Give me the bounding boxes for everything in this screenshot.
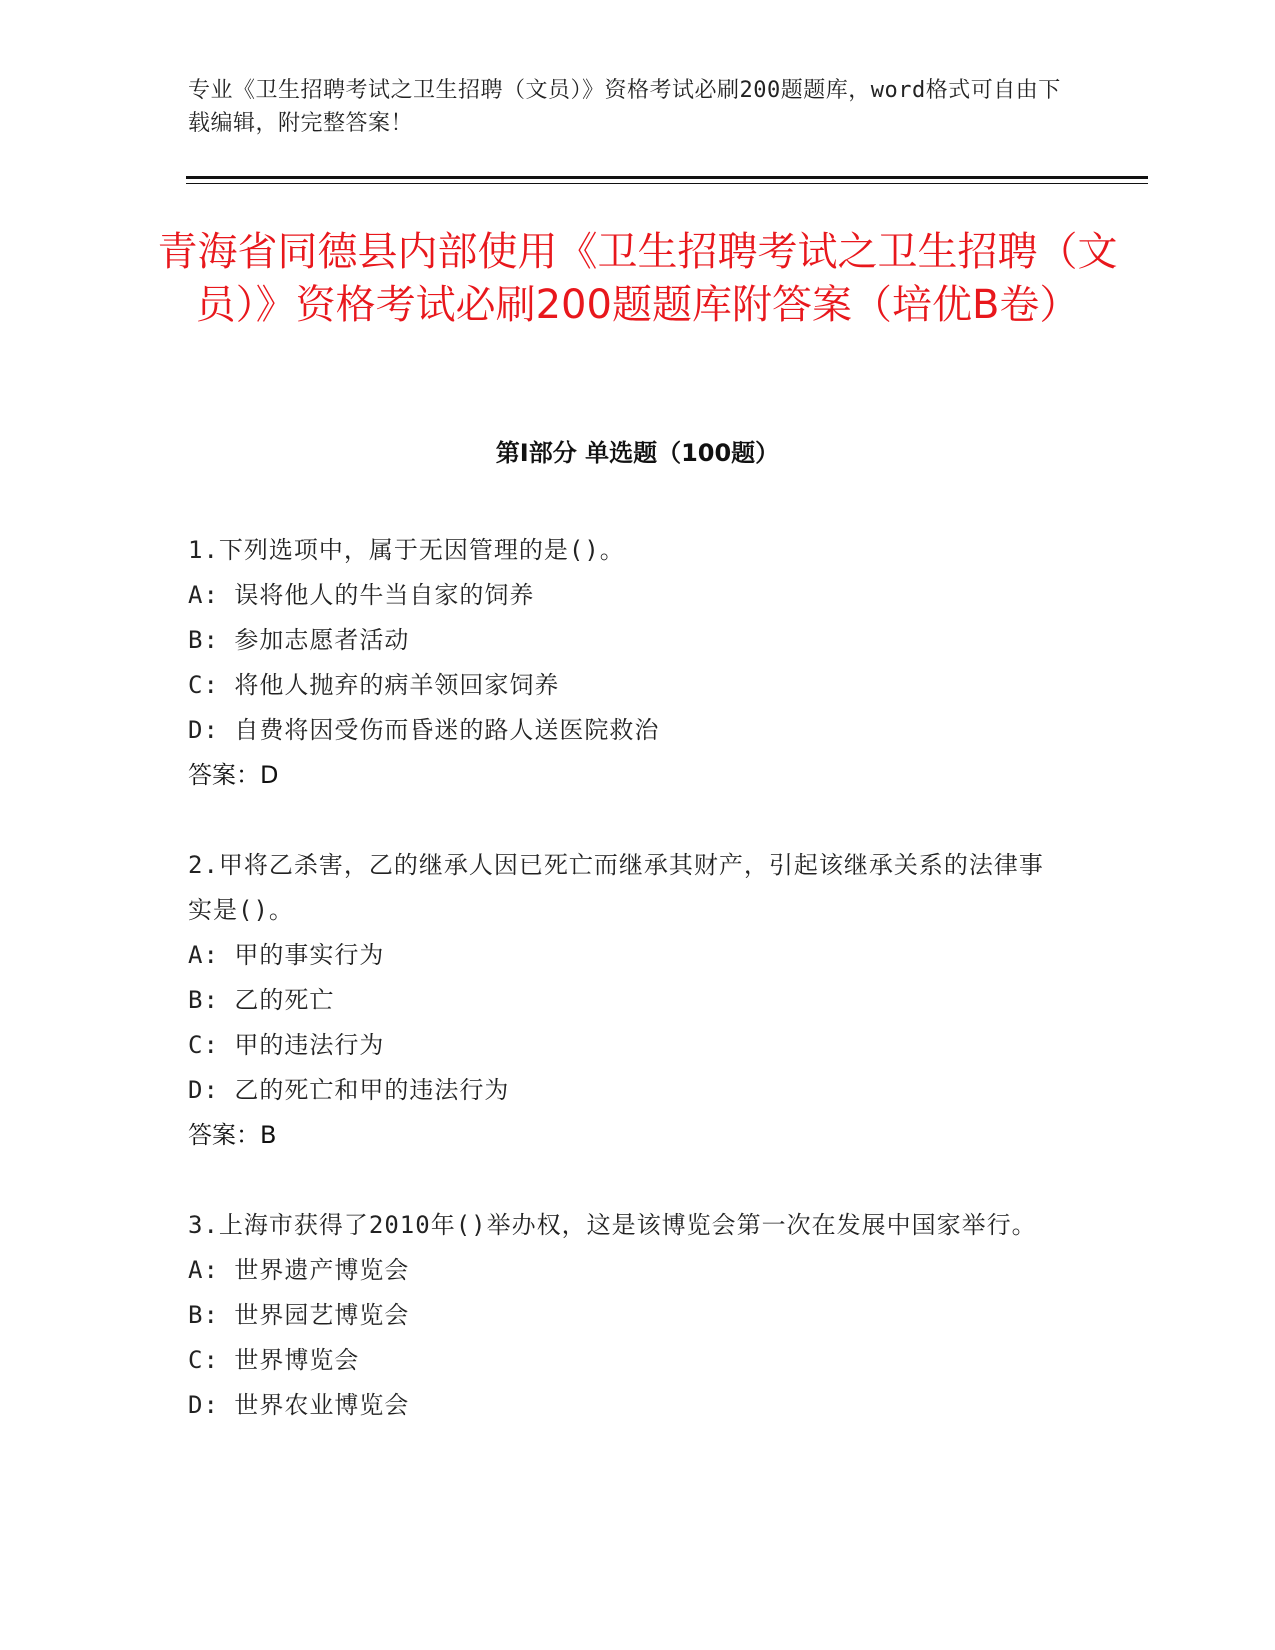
option-d: D: 世界农业博览会 — [188, 1391, 410, 1419]
option-d: D: 自费将因受伤而昏迷的路人送医院救治 — [188, 716, 660, 744]
document-header-note: 专业《卫生招聘考试之卫生招聘（文员）》资格考试必刷200题题库，word格式可自由下载编辑，附完整答案！ — [188, 78, 1061, 136]
option-b: B: 乙的死亡 — [188, 986, 335, 1014]
option-c: C: 世界博览会 — [188, 1346, 360, 1374]
option-d: D: 乙的死亡和甲的违法行为 — [188, 1076, 510, 1104]
question-stem: 2.甲将乙杀害，乙的继承人因已死亡而继承其财产，引起该继承关系的法律事实是()。 — [188, 851, 1044, 924]
question-1 — [188, 528, 1088, 798]
answer-label: 答案：D — [188, 761, 279, 789]
question-stem: 1.下列选项中，属于无因管理的是()。 — [188, 536, 625, 564]
header-divider-thick — [186, 176, 1148, 179]
question-2 — [188, 843, 1088, 1158]
option-c: C: 将他人抛弃的病羊领回家饲养 — [188, 671, 560, 699]
document-title: 青海省同德县内部使用《卫生招聘考试之卫生招聘（文员）》资格考试必刷200题题库附答案（培优B卷） — [157, 229, 1118, 328]
option-b: B: 参加志愿者活动 — [188, 626, 410, 654]
option-b: B: 世界园艺博览会 — [188, 1301, 410, 1329]
question-list — [188, 528, 1088, 1473]
option-c: C: 甲的违法行为 — [188, 1031, 385, 1059]
answer-label: 答案：B — [188, 1121, 277, 1149]
option-a: A: 世界遗产博览会 — [188, 1256, 410, 1284]
header-divider-thin — [186, 183, 1148, 184]
option-a: A: 甲的事实行为 — [188, 941, 385, 969]
question-3 — [188, 1203, 1088, 1428]
question-stem: 3.上海市获得了2010年()举办权，这是该博览会第一次在发展中国家举行。 — [188, 1211, 1037, 1239]
option-a: A: 误将他人的牛当自家的饲养 — [188, 581, 535, 609]
section-title: 第Ⅰ部分 单选题（100题） — [495, 439, 780, 467]
